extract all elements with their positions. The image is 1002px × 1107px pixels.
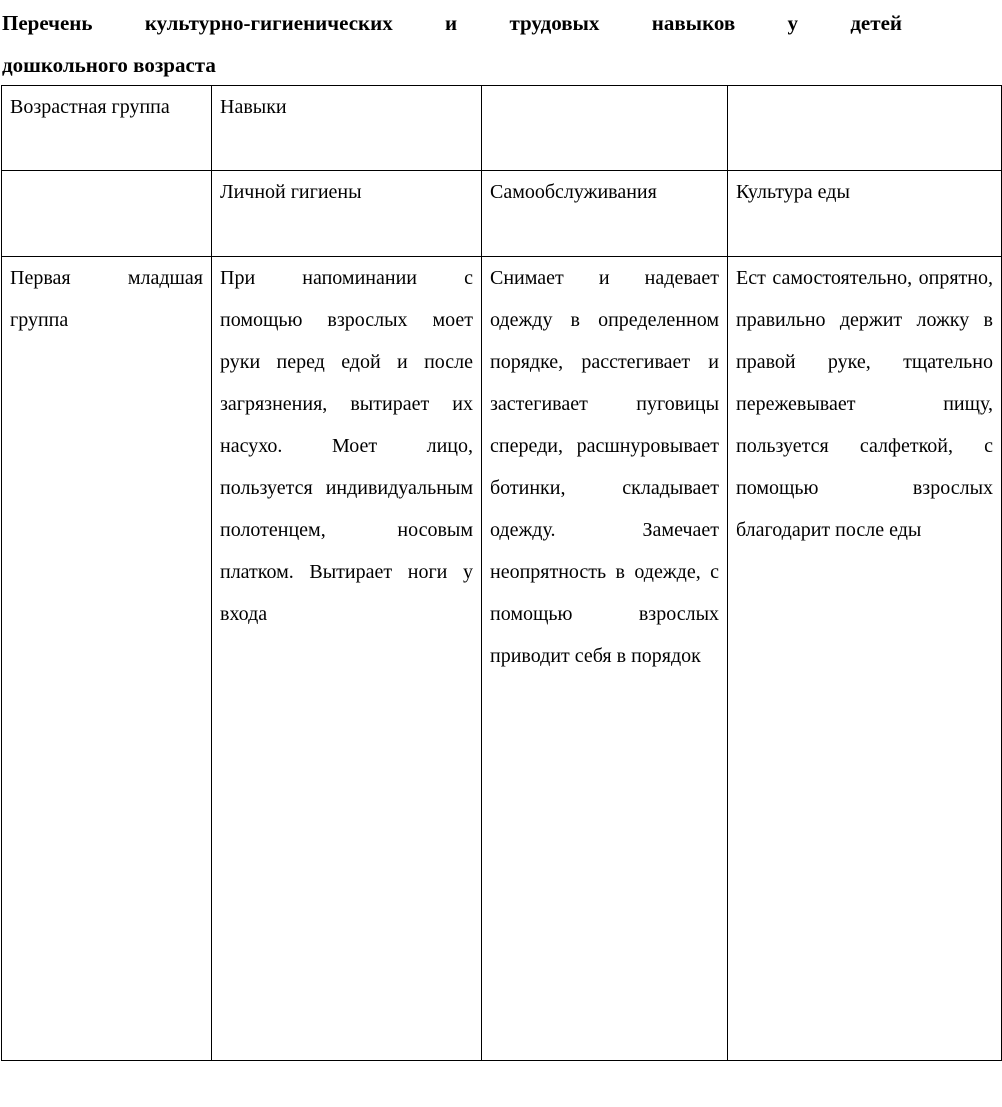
cell-culture bbox=[728, 257, 1002, 1061]
subheader-empty-cell bbox=[2, 171, 212, 257]
self-service-text: Снимает и надевает одежду в определенном порядке, расстегивает и застегивает пуговицы спереди, расшнуровывает ботинки, складывает одежду. Замечает неопрятность в одежде, с помощью взрослых приводит себя в порядок bbox=[490, 267, 719, 667]
title-word: культурно-гигиенических bbox=[144, 11, 393, 35]
subheader-personal-hygiene bbox=[212, 171, 482, 257]
table-subheader-row bbox=[2, 171, 1002, 257]
cell-self-service bbox=[482, 257, 728, 1061]
subheader-culture-label: Культура еды bbox=[736, 181, 850, 203]
subheader-personal-hygiene-label: Личной гигиены bbox=[220, 181, 362, 203]
document-title bbox=[2, 2, 902, 86]
subheader-self-service bbox=[482, 171, 728, 257]
personal-hygiene-text: При напоминании с помощью взрослых моет руки перед едой и после загрязнения, вытирает их насухо. Моет лицо, пользуется индивидуальным полотенцем, носовым платком. Вытирает ноги у входа bbox=[220, 267, 473, 625]
title-word: навыков bbox=[651, 11, 736, 35]
header-empty-cell bbox=[728, 86, 1002, 171]
header-empty-cell bbox=[482, 86, 728, 171]
culture-text: Ест самостоятельно, опрятно, правильно держит ложку в правой руке, тщательно пережевывает пищу, пользуется салфеткой, с помощью взрослых благодарит после еды bbox=[736, 267, 993, 541]
table-header-row bbox=[2, 86, 1002, 171]
title-word: у bbox=[787, 11, 799, 35]
title-word: Перечень bbox=[2, 11, 93, 35]
cell-personal-hygiene bbox=[212, 257, 482, 1061]
header-skills-label: Навыки bbox=[220, 96, 287, 118]
table-row bbox=[2, 257, 1002, 1061]
title-word: трудовых bbox=[509, 11, 600, 35]
title-word: детей bbox=[850, 11, 902, 35]
title-line-2: дошкольного возраста bbox=[2, 53, 216, 77]
title-line-1 bbox=[2, 2, 902, 44]
header-skills bbox=[212, 86, 482, 171]
header-age-group-label: Возрастная группа bbox=[10, 96, 170, 118]
subheader-culture bbox=[728, 171, 1002, 257]
subheader-self-service-label: Самообслуживания bbox=[490, 181, 657, 203]
cell-group bbox=[2, 257, 212, 1061]
title-word: и bbox=[445, 11, 458, 35]
group-name: Первая младшая группа bbox=[10, 267, 203, 331]
header-age-group bbox=[2, 86, 212, 171]
skills-table bbox=[1, 85, 1002, 1061]
skills-table-container bbox=[0, 85, 993, 1060]
